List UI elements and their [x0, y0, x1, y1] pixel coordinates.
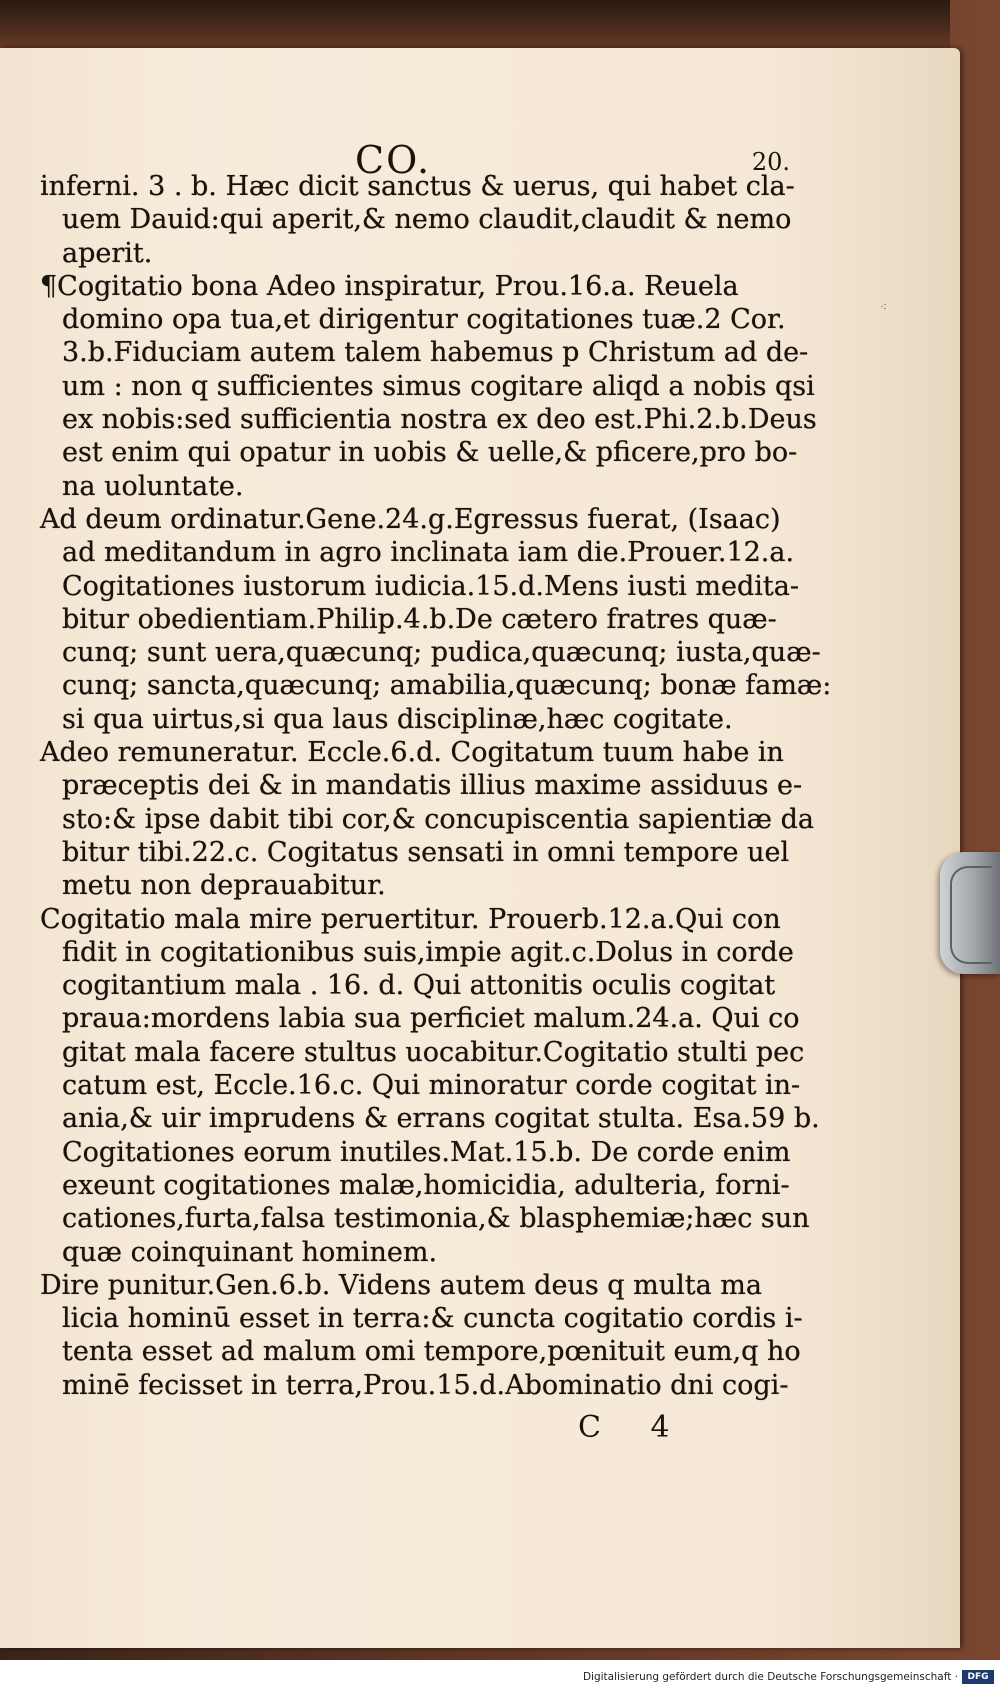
text-line: cunq; sunt uera,quæcunq; pudica,quæcunq; iusta,quæ- [62, 637, 821, 669]
funding-credit: Digitalisierung gefördert durch die Deutsche Forschungsgemeinschaft · [582, 1671, 958, 1683]
text-line: Dire punitur.Gen.6.b. Videns autem deus q multa ma [40, 1269, 762, 1301]
text-line: uem Dauid:qui aperit,& nemo claudit,claudit & nemo [62, 204, 792, 236]
text-line: fidit in cogitationibus suis,impie agit.c.Dolus in corde [62, 936, 794, 968]
text-line: catum est, Eccle.16.c. Qui minoratur corde cogitat in- [62, 1070, 801, 1102]
text-line: metu non deprauabitur. [62, 870, 386, 902]
text-line: 3.b.Fiduciam autem talem habemus p Christum ad de- [62, 337, 809, 369]
text-line: domino opa tua,et dirigentur cogitationes tuæ.2 Cor. [62, 304, 786, 336]
paper-speck: ⁖ [880, 300, 888, 314]
text-line: ¶Cogitatio bona Adeo inspiratur, Prou.16.a. Reuela [40, 270, 739, 302]
text-line: cationes,furta,falsa testimonia,& blasphemiæ;hæc sun [62, 1203, 810, 1235]
text-line: ad meditandum in agro inclinata iam die.Prouer.12.a. [62, 537, 795, 569]
metal-clasp [940, 852, 1000, 974]
text-line: cunq; sancta,quæcunq; amabilia,quæcunq; bonæ famæ: [62, 670, 832, 702]
text-line: Cogitationes eorum inutiles.Mat.15.b. De corde enim [62, 1136, 791, 1168]
dfg-logo: DFG [962, 1670, 994, 1684]
text-line: Adeo remuneratur. Eccle.6.d. Cogitatum tuum habe in [40, 737, 784, 769]
text-line: ex nobis:sed sufficientia nostra ex deo est.Phi.2.b.Deus [62, 404, 817, 436]
text-line: præceptis dei & in mandatis illius maxime assiduus e- [62, 770, 803, 802]
text-line: ania,& uir imprudens & errans cogitat stulta. Esa.59 b. [62, 1103, 820, 1135]
text-line: Cogitationes iustorum iudicia.15.d.Mens iusti medita- [62, 570, 799, 602]
text-line: inferni. 3 . b. Hæc dicit sanctus & uerus, qui habet cla- [40, 171, 795, 202]
body-text [40, 170, 832, 1402]
text-line: cogitantium mala . 16. d. Qui attonitis oculis cogitat [62, 970, 776, 1002]
text-line: minē fecisset in terra,Prou.15.d.Abominatio dni cogi- [62, 1369, 789, 1401]
text-line: bitur tibi.22.c. Cogitatus sensati in omni tempore uel [62, 836, 790, 868]
text-line: na uoluntate. [62, 470, 244, 502]
running-head: CO. [355, 138, 432, 182]
text-line: sto:& ipse dabit tibi cor,& concupiscentia sapientiæ da [62, 803, 815, 835]
text-line: um : non q sufficientes simus cogitare aliqd a nobis qsi [62, 370, 815, 402]
text-line: gitat mala facere stultus uocabitur.Cogitatio stulti pec [62, 1036, 805, 1068]
text-line: licia hominū esset in terra:& cuncta cogitatio cordis i- [62, 1303, 803, 1335]
signature-mark: C 4 [578, 1410, 690, 1445]
text-line: exeunt cogitationes malæ,homicidia, adulteria, forni- [62, 1169, 790, 1201]
text-line: aperit. [62, 237, 153, 269]
text-line: Cogitatio mala mire peruertitur. Prouerb.12.a.Qui con [40, 903, 781, 935]
text-line: bitur obedientiam.Philip.4.b.De cætero fratres quæ- [62, 603, 777, 635]
book-top-edge [0, 0, 950, 48]
text-line: quæ coinquinant hominem. [62, 1236, 438, 1268]
text-line: tenta esset ad malum omi tempore,pœnituit eum,q ho [62, 1336, 801, 1368]
text-line: Ad deum ordinatur.Gene.24.g.Egressus fuerat, (Isaac) [40, 503, 781, 535]
text-line: est enim qui opatur in uobis & uelle,& pficere,pro bo- [62, 437, 798, 469]
text-line: praua:mordens labia sua perficiet malum.24.a. Qui co [62, 1003, 800, 1035]
text-line: si qua uirtus,si qua laus disciplinæ,hæc cogitate. [62, 703, 733, 735]
page-number: 20. [751, 148, 790, 176]
